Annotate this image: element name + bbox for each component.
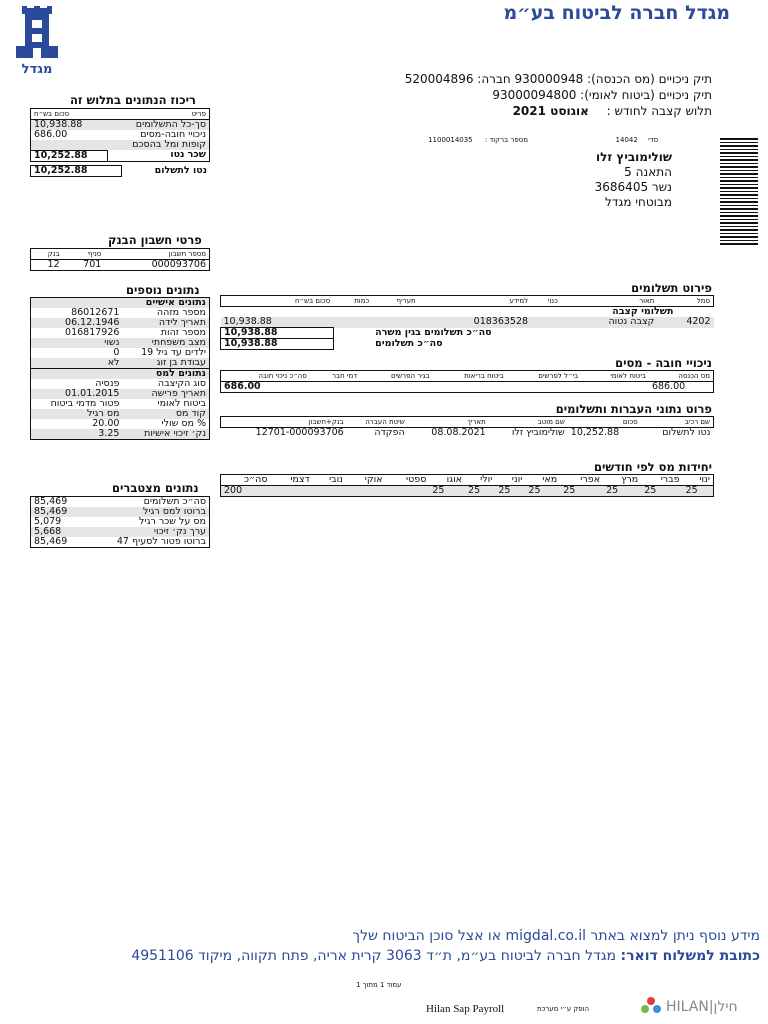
- month-header: אוקי: [364, 474, 383, 485]
- social-security-file-line: תיק ניכויים (ביטוח לאומי): 93000094800: [492, 88, 712, 102]
- payments-total-label: סה״כ תשלומים: [375, 338, 443, 349]
- cumulative-value: 85,469: [34, 496, 68, 507]
- recipient-address: [595, 150, 672, 210]
- extra-label: תאריך פרישה: [151, 388, 206, 399]
- bank-account: 000093706: [151, 259, 206, 270]
- month-header: אפרי: [580, 474, 601, 485]
- payment-code: 4202: [686, 316, 711, 328]
- net-pay-value: 10,252.88: [31, 165, 122, 176]
- bank-header-bank: בנק: [47, 250, 60, 258]
- month-value: [346, 486, 386, 497]
- extra-label: קוד מס: [175, 408, 206, 419]
- extra-value: לא: [107, 357, 120, 368]
- extra-value: פטור מדמי ביטוח: [50, 398, 120, 409]
- month-value: [271, 486, 313, 497]
- deduction-header: בי״ל לפרשים: [538, 372, 579, 380]
- summary-box: [30, 108, 210, 177]
- deduction-total: 686.00: [224, 381, 261, 392]
- extra-label: מספר מזהה: [156, 307, 206, 318]
- hilan-logo: [640, 996, 760, 1018]
- transfers-table: [220, 416, 714, 438]
- extra-label: נק׳ זיכוי אישיות: [144, 428, 206, 439]
- payments-title: פירוט תשלומים: [631, 281, 712, 295]
- month-header: ינוי: [699, 474, 710, 485]
- deduction-header: דמי חבר: [332, 372, 358, 380]
- month-header: ספטי: [406, 474, 427, 485]
- month-value: 25: [528, 485, 541, 496]
- extra-value: 016817926: [65, 327, 120, 338]
- extra-value: מס רגיל: [87, 408, 120, 419]
- month-value: 25: [563, 485, 576, 496]
- footer-address-text: מגדל חברה לביטוח בע״מ, ת״ד 3063 קרית אריה, פתח תקווה, מיקוד 4951106: [131, 948, 617, 964]
- month-value: 25: [468, 485, 481, 496]
- tax-file-line: תיק ניכויים (מס הכנסה): 930000948 חברה: 520004896: [404, 72, 712, 86]
- serial-label: סדי: [648, 136, 658, 144]
- month-header: מרץ: [621, 474, 639, 485]
- serial-value: 14042: [615, 136, 638, 144]
- extra-value: 3.25: [98, 428, 120, 439]
- payment-info: 018363528: [473, 316, 529, 328]
- cumulative-label: סה״כ תשלומים: [143, 496, 206, 507]
- payments-header: כמות: [354, 297, 370, 305]
- tax-data-header: נתונים למס: [155, 368, 206, 379]
- summary-row-label: קופות ומל בהסכם: [132, 139, 206, 150]
- bank-table: [30, 248, 210, 271]
- bank-code: 12: [47, 259, 60, 270]
- deduction-header: ביטוח בריאות: [464, 372, 504, 380]
- month-value: 25: [606, 485, 619, 496]
- cumulative-label: ברוטו למס רגיל: [142, 506, 206, 517]
- footer-address: [131, 948, 760, 964]
- month-value: 25: [498, 485, 511, 496]
- month-header: סה״כ: [243, 474, 268, 485]
- transfer-amount: 10,252.88: [570, 427, 620, 438]
- barcode-value: 1100014035: [428, 136, 473, 144]
- month-header: פברי: [660, 474, 680, 485]
- extra-value: נשוי: [104, 337, 120, 348]
- extra-label: מספר זהות: [160, 327, 206, 338]
- summary-col-item: פריט: [191, 110, 206, 118]
- transfer-account: 12701-000093706: [255, 427, 344, 438]
- cumulative-value: 85,469: [34, 536, 68, 547]
- month-value-total: 200: [224, 485, 243, 496]
- recipient-street: התאנה 5: [624, 165, 672, 179]
- deduction-header: ביטוח לאומי: [610, 372, 646, 380]
- month-header: אוגו: [446, 474, 463, 485]
- system-name: Hilan Sap Payroll: [426, 1003, 505, 1015]
- bank-title: פרטי חשבון הבנק: [108, 233, 202, 247]
- cumulative-table: [30, 496, 210, 548]
- bank-header-branch: סניף: [87, 250, 102, 258]
- cumulative-value: 5,668: [34, 526, 62, 537]
- transfer-header: שם רכיב: [684, 418, 710, 426]
- summary-row-value: 10,938.88: [34, 119, 83, 130]
- summary-row-value: 10,252.88: [31, 150, 108, 161]
- summary-row-value: [31, 140, 108, 150]
- deductions-table: [220, 370, 714, 393]
- net-pay-table: [30, 165, 210, 177]
- extra-value: 86012671: [71, 307, 120, 318]
- month-value: [386, 486, 430, 497]
- personal-header: נתונים אישיים: [145, 297, 206, 308]
- barcode-label: מספר ברקוד :: [484, 136, 528, 144]
- extra-value: 01.01.2015: [65, 388, 120, 399]
- footer-address-label: כתובת למשלוח דואר:: [620, 948, 760, 964]
- payments-header: תעריף: [396, 297, 416, 305]
- extra-label: סוג הקיצבה: [157, 378, 206, 389]
- month-header: דצמי: [290, 474, 310, 485]
- cumulative-value: 5,079: [34, 516, 62, 527]
- footer-info: מידע נוסף ניתן למצוא באתר migdal.co.il או אצל סוכן הביטוח שלך: [352, 928, 760, 944]
- payments-total-value: 10,938.88: [221, 339, 334, 350]
- hilan-logo-icon: [640, 996, 662, 1018]
- transfer-component: נטו לתשלום: [662, 427, 711, 438]
- extra-value: 06.12.1946: [65, 317, 120, 328]
- month-header: יולי: [480, 474, 493, 485]
- payments-header: תאור: [639, 297, 655, 305]
- deductions-title: ניכויי חובה - מסים: [615, 356, 712, 370]
- summary-row-label: סך-כל התשלומים: [135, 119, 206, 130]
- page-number: עמוד 1 מתוך 1: [356, 981, 402, 989]
- barcode: [720, 138, 758, 246]
- cumulative-value: 85,469: [34, 506, 68, 517]
- summary-col-amount: סכום בש״ח: [34, 110, 70, 118]
- extra-label: עבודת בן זוג: [156, 357, 206, 368]
- payments-header: למידע: [509, 297, 529, 305]
- recipient-city: נשר 3686405: [594, 180, 672, 194]
- payments-header: סמל: [696, 297, 710, 305]
- transfer-header: סכום: [622, 418, 638, 426]
- cumulative-label: ערך נק׳ זיכוי: [153, 526, 206, 537]
- deduction-header: מס הכנסה: [678, 372, 710, 380]
- serial: [616, 136, 658, 144]
- payments-header: סכום בש״ח: [295, 297, 331, 305]
- hilan-logo-text: HILAN|חילן: [666, 999, 738, 1015]
- transfer-header: בנק+חשבון: [308, 418, 344, 426]
- tax-units-table: [220, 474, 714, 497]
- transfer-header: שיטת העברה: [365, 418, 405, 426]
- deduction-income-tax: 686.00: [651, 381, 686, 392]
- payments-subtotal-value: 10,938.88: [221, 328, 334, 339]
- extra-label: מצב משפחתי: [151, 337, 206, 348]
- transfer-header: שם מוטב: [537, 418, 565, 426]
- month-header: מאי: [542, 474, 558, 485]
- transfer-date: 08.08.2021: [431, 427, 486, 438]
- recipient-org: מבוטחי מגדל: [605, 195, 672, 209]
- transfer-beneficiary: שולימוביץ זלו: [511, 427, 565, 438]
- month-value: [313, 486, 346, 497]
- bank-header-account: מספר חשבון: [168, 250, 206, 258]
- payments-group: תשלומי קצבה: [612, 306, 674, 317]
- extra-label: ילדים עד גיל 19: [141, 347, 206, 358]
- payment-desc: קצבה נטוה: [608, 316, 655, 328]
- cumulative-title: נתונים מצטברים: [112, 481, 199, 495]
- logo-text: מגדל: [21, 62, 53, 77]
- transfers-title: פרוט נתוני העברות ותשלומים: [555, 402, 712, 416]
- company-name: מגדל חברה לביטוח בע״מ: [503, 2, 730, 24]
- produced-by: הופק ע״י מערכת: [537, 1005, 590, 1013]
- extra-label: % מס שולי: [161, 418, 206, 429]
- migdal-logo: [14, 6, 60, 78]
- summary-row-label: ניכויי חובה-מסים: [140, 129, 206, 140]
- month-value: 25: [432, 485, 445, 496]
- bank-branch: 701: [83, 259, 102, 270]
- month-header: נובי: [328, 474, 343, 485]
- deduction-header: בגיר הפרשים: [390, 372, 430, 380]
- month-value: 25: [644, 485, 657, 496]
- transfer-method: הפקדה: [374, 427, 405, 438]
- recipient-name: שולימוביץ זלו: [596, 150, 672, 164]
- extra-value: 20.00: [92, 418, 120, 429]
- deduction-header: סה״כ ניכוי חובה: [258, 372, 307, 380]
- payment-amount: 10,938.88: [223, 316, 272, 327]
- extra-value: פנסיה: [95, 378, 120, 389]
- extra-label: תאריך לידה: [158, 317, 206, 328]
- cumulative-label: ברוטו פטור לסעיף 47: [116, 536, 206, 547]
- transfer-header: תאריך: [467, 418, 486, 426]
- cumulative-label: מס על שכר רגיל: [139, 516, 206, 527]
- net-pay-label: נטו לתשלום: [154, 164, 207, 176]
- extra-table: [30, 297, 210, 440]
- summary-table: [30, 108, 210, 162]
- summary-row-label: שכר נטו: [170, 149, 206, 161]
- extra-title: נתונים נוספים: [126, 283, 200, 297]
- payments-header: כנוי: [547, 297, 558, 305]
- month-label: תלוש קצבה לחודש :: [606, 104, 712, 118]
- month-line: [513, 104, 712, 118]
- barcode-number: [428, 136, 528, 144]
- payments-table: [220, 295, 714, 350]
- extra-value: 0: [113, 347, 120, 358]
- tax-units-title: יחידות מס לפי חודשים: [593, 460, 712, 474]
- month-header: יוני: [511, 474, 523, 485]
- extra-label: ביטוח לאומי: [157, 398, 206, 409]
- month-value: 25: [685, 485, 698, 496]
- payments-subtotal-label: סה״כ תשלומים בגין משרה: [375, 327, 492, 338]
- summary-row-value: 686.00: [34, 129, 68, 140]
- month-value: אוגוסט 2021: [512, 104, 589, 118]
- summary-title: ריכוז הנתונים בתלוש זה: [70, 93, 196, 107]
